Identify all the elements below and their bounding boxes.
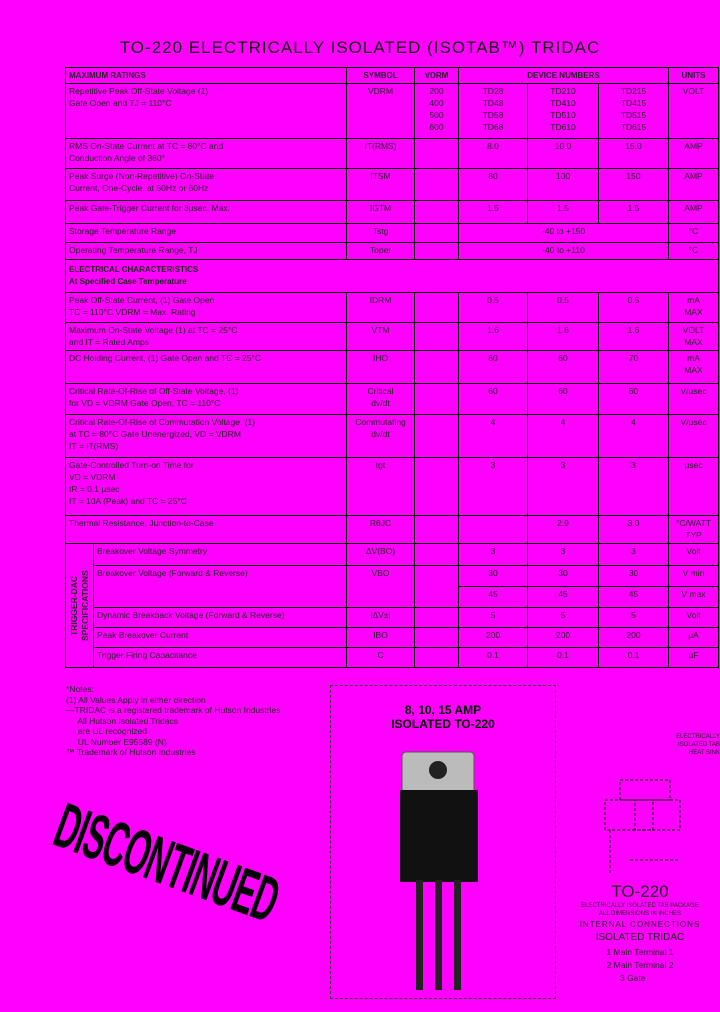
- value-15a: 3.0: [599, 516, 669, 544]
- table-row: [66, 243, 719, 260]
- value-8a: 1.5: [459, 201, 528, 224]
- unit-cell: AMP: [669, 201, 719, 224]
- unit-cell: AMP: [669, 139, 719, 169]
- table-row: [66, 415, 719, 458]
- value-8a: 0.1: [459, 648, 528, 668]
- vdrm-cell: [415, 293, 459, 323]
- value-10a: 100: [528, 169, 599, 201]
- note-line: (1) All Values Apply in either direction: [66, 694, 206, 705]
- unit-cell: °C: [669, 243, 719, 260]
- unit-cell: Volt: [669, 608, 719, 628]
- value-8a: 4: [459, 415, 528, 458]
- param-cell: Critical Rate-Of-Rise of Commutation Voltage, (1) at TC = 80°C Gate Unenergized, VD = VDRM IT = IT(RMS): [66, 415, 347, 458]
- value-15a: 60: [599, 384, 669, 415]
- table-row: [66, 293, 719, 323]
- symbol-cell: IBO: [347, 628, 415, 648]
- value-10a: 3: [528, 458, 599, 516]
- symbol-cell: VTM: [347, 323, 415, 351]
- value-8a: 200: [459, 628, 528, 648]
- pin-2: 2 Main Terminal 2: [606, 960, 674, 970]
- param-cell: Dynamic Breakback Voltage (Forward & Reverse): [94, 608, 347, 628]
- value-10a: 200: [528, 628, 599, 648]
- unit-cell: V min: [669, 566, 719, 587]
- value-8a: 1.6: [459, 323, 528, 351]
- vdrm-cell: [415, 201, 459, 224]
- value-10a: 2.9: [528, 516, 599, 544]
- symbol-cell: RθJC: [347, 516, 415, 544]
- range-cell: -40 to +110: [459, 243, 669, 260]
- note-line: *Notes:: [66, 684, 94, 694]
- header-ratings: MAXIMUM RATINGS: [66, 68, 347, 84]
- unit-cell: °C/WATT TYP: [669, 516, 719, 544]
- table-row: [66, 628, 719, 648]
- value-10a: 60: [528, 351, 599, 384]
- value-10a: 5: [528, 608, 599, 628]
- value-8a: 8.0: [459, 139, 528, 169]
- unit-cell: V/µsec: [669, 384, 719, 415]
- value-8a: 3: [459, 458, 528, 516]
- dimensions-note: ALL DIMENSIONS IN INCHES: [598, 911, 682, 917]
- symbol-cell: Critical dv/dt: [347, 384, 415, 415]
- specs-table: [65, 67, 719, 668]
- value-10a: TD210 TD410 TD510 TD610: [528, 84, 599, 139]
- page-title: TO-220 ELECTRICALLY ISOLATED (ISOTAB™) TRIDAC: [119, 38, 601, 57]
- value-15a: 70: [599, 351, 669, 384]
- table-row: [66, 68, 719, 84]
- value-15a: TD215 TD415 TD515 TD615: [599, 84, 669, 139]
- param-cell: Thermal Resistance, Junction-to-Case: [66, 516, 347, 544]
- param-cell: Peak Off-State Current, (1) Gate Open TC = 110°C VDRM = Max. Rating: [66, 293, 347, 323]
- package-subtitle: ELECTRICALLY ISOLATED TAB PACKAGE: [581, 903, 699, 909]
- symbol-cell: tgt: [347, 458, 415, 516]
- param-cell: Breakover Voltage Symmetry: [94, 544, 347, 566]
- vdrm-cell: [415, 224, 459, 243]
- symbol-cell: VDRM: [347, 84, 415, 139]
- value-15a: 15.0: [599, 139, 669, 169]
- vdrm-cell: [415, 139, 459, 169]
- value-10a: 0.1: [528, 648, 599, 668]
- unit-cell: V/µsec: [669, 415, 719, 458]
- value-15a: 30: [599, 566, 669, 587]
- value-15a: 4: [599, 415, 669, 458]
- unit-cell: µF: [669, 648, 719, 668]
- header-symbol: SYMBOL: [347, 68, 415, 84]
- value-15a: 0.5: [599, 293, 669, 323]
- pin-3: 3 Gate: [620, 973, 646, 983]
- note-line: All Hutson Isolated Tridacs: [66, 715, 178, 726]
- electrical-header: ELECTRICAL CHARACTERISTICS At Specified Case Temperature: [66, 260, 719, 293]
- table-row: [66, 544, 719, 566]
- package-type: ISOLATED TO-220: [391, 717, 495, 731]
- table-row: [66, 384, 719, 415]
- value-8a: 60: [459, 384, 528, 415]
- unit-cell: mA MAX: [669, 293, 719, 323]
- param-cell: Repetitive Peak Off-State Voltage (1) Gate Open and TJ = 110°C: [66, 84, 347, 139]
- unit-cell: µsec: [669, 458, 719, 516]
- vdrm-cell: 200 400 500 600: [415, 84, 459, 139]
- symbol-cell: Tstg: [347, 224, 415, 243]
- header-units: UNITS: [669, 68, 719, 84]
- unit-cell: mA MAX: [669, 351, 719, 384]
- vdrm-cell: [415, 628, 459, 648]
- value-8a: 60: [459, 351, 528, 384]
- symbol-cell: Commutating dv/dt: [347, 415, 415, 458]
- vdrm-cell: [415, 415, 459, 458]
- vdrm-cell: [415, 323, 459, 351]
- table-row: [66, 566, 719, 587]
- symbol-cell: IT(RMS): [347, 139, 415, 169]
- trigger-dac-label: TRIGGER-DAC SPECIFICATIONS: [66, 544, 94, 668]
- range-cell: -40 to +150: [459, 224, 669, 243]
- vdrm-cell: [415, 516, 459, 544]
- value-15a: 1.5: [599, 201, 669, 224]
- vdrm-cell: [415, 458, 459, 516]
- internal-connections-label: INTERNAL CONNECTIONS: [579, 920, 701, 929]
- value-10a: 30: [528, 566, 599, 587]
- unit-cell: Volt: [669, 544, 719, 566]
- value-15a: 200: [599, 628, 669, 648]
- value-10a: 4: [528, 415, 599, 458]
- vdrm-cell: [415, 608, 459, 628]
- symbol-cell: IHO: [347, 351, 415, 384]
- value-10a: 0.5: [528, 293, 599, 323]
- symbol-cell: |ΔV±|: [347, 608, 415, 628]
- vdrm-cell: [415, 648, 459, 668]
- table-row: [66, 201, 719, 224]
- value-10a: 10.0: [528, 139, 599, 169]
- param-cell: Peak Gate-Trigger Current for 3µsec. Max.: [66, 201, 347, 224]
- header-vdrm: VDRM: [415, 68, 459, 84]
- table-row: [66, 139, 719, 169]
- param-cell: Breakover Voltage (Forward & Reverse): [94, 566, 347, 608]
- value-8a: 45: [459, 587, 528, 608]
- param-cell: Operating Temperature Range, TJ: [66, 243, 347, 260]
- vdrm-cell: [415, 351, 459, 384]
- value-10a: 45: [528, 587, 599, 608]
- table-row: [66, 323, 719, 351]
- table-row: [66, 169, 719, 201]
- vdrm-cell: [415, 384, 459, 415]
- notes: [66, 684, 280, 758]
- table-row: [66, 648, 719, 668]
- package-name: TO-220: [611, 882, 669, 901]
- value-15a: 3: [599, 458, 669, 516]
- vdrm-cell: [415, 243, 459, 260]
- symbol-cell: Toper: [347, 243, 415, 260]
- dimension-diagram: [590, 760, 720, 880]
- param-cell: Gate-Controlled Turn-on Time for VD = VDRM tR = 0.1 µsec IT = 10A (Peak) and TC = 25°C: [66, 458, 347, 516]
- header-devices: DEVICE NUMBERS: [459, 68, 669, 84]
- note-line: ™ Trademark of Hutson Industries: [66, 747, 196, 757]
- symbol-cell: IDRM: [347, 293, 415, 323]
- vdrm-cell: [415, 169, 459, 201]
- unit-cell: V max: [669, 587, 719, 608]
- table-row: [66, 224, 719, 243]
- symbol-cell: VBO: [347, 566, 415, 608]
- unit-cell: VOLT MAX: [669, 323, 719, 351]
- package-title: [330, 703, 556, 731]
- pin-1: 1 Main Terminal 1: [606, 947, 674, 957]
- value-8a: 80: [459, 169, 528, 201]
- value-15a: 45: [599, 587, 669, 608]
- note-line: —TRIDAC is a registered trademark of Hutson Industries: [66, 705, 281, 715]
- table-row: [66, 458, 719, 516]
- table-row: [66, 84, 719, 139]
- discontinued-stamp: DISCONTINUED: [45, 789, 288, 936]
- vdrm-cell: [415, 544, 459, 566]
- table-row: [66, 260, 719, 293]
- unit-cell: µA: [669, 628, 719, 648]
- value-15a: 5: [599, 608, 669, 628]
- value-10a: 60: [528, 384, 599, 415]
- table-row: [66, 351, 719, 384]
- connections-title: ISOLATED TRIDAC: [595, 932, 685, 943]
- value-10a: 1.6: [528, 323, 599, 351]
- value-15a: 150: [599, 169, 669, 201]
- param-cell: Critical Rate-Of-Rise of Off-State Voltage, (1) for VD = VDRM Gate Open, TC = 110°C: [66, 384, 347, 415]
- value-15a: 1.6: [599, 323, 669, 351]
- value-8a: [459, 516, 528, 544]
- symbol-cell: IGTM: [347, 201, 415, 224]
- value-8a: TD28 TD48 TD58 TD68: [459, 84, 528, 139]
- value-8a: 0.5: [459, 293, 528, 323]
- tab-note: ELECTRICALLY ISOLATED TAB HEAT SINK: [676, 734, 720, 756]
- symbol-cell: ITSM: [347, 169, 415, 201]
- value-8a: 3: [459, 544, 528, 566]
- symbol-cell: C: [347, 648, 415, 668]
- note-line: are UL recognized: [66, 726, 147, 736]
- unit-cell: °C: [669, 224, 719, 243]
- param-cell: Peak Surge (Non-Repetitive) On-State Current, One-Cycle, at 50Hz or 60Hz: [66, 169, 347, 201]
- value-8a: 30: [459, 566, 528, 587]
- symbol-cell: ΔV(BO): [347, 544, 415, 566]
- value-10a: 3: [528, 544, 599, 566]
- value-8a: 5: [459, 608, 528, 628]
- param-cell: Trigger Firing Capacitance: [94, 648, 347, 668]
- table-row: [66, 608, 719, 628]
- param-cell: RMS On-State Current at TC = 80°C and Conduction Angle of 360°: [66, 139, 347, 169]
- table-row: [66, 516, 719, 544]
- package-amps: 8, 10, 15 AMP: [404, 703, 482, 717]
- param-cell: Storage Temperature Range: [66, 224, 347, 243]
- vdrm-cell: [415, 566, 459, 608]
- value-10a: 1.5: [528, 201, 599, 224]
- unit-cell: VOLT: [669, 84, 719, 139]
- value-15a: 0.1: [599, 648, 669, 668]
- unit-cell: AMP: [669, 169, 719, 201]
- param-cell: DC Holding Current, (1) Gate Open and TC = 25°C: [66, 351, 347, 384]
- to220-package-image: [380, 740, 500, 1000]
- value-15a: 3: [599, 544, 669, 566]
- param-cell: Peak Breakover Current: [94, 628, 347, 648]
- note-line: UL Number E95589 (N): [66, 736, 167, 747]
- param-cell: Maximum On-State Voltage (1) at TC = 25°C and IT = Rated Amps: [66, 323, 347, 351]
